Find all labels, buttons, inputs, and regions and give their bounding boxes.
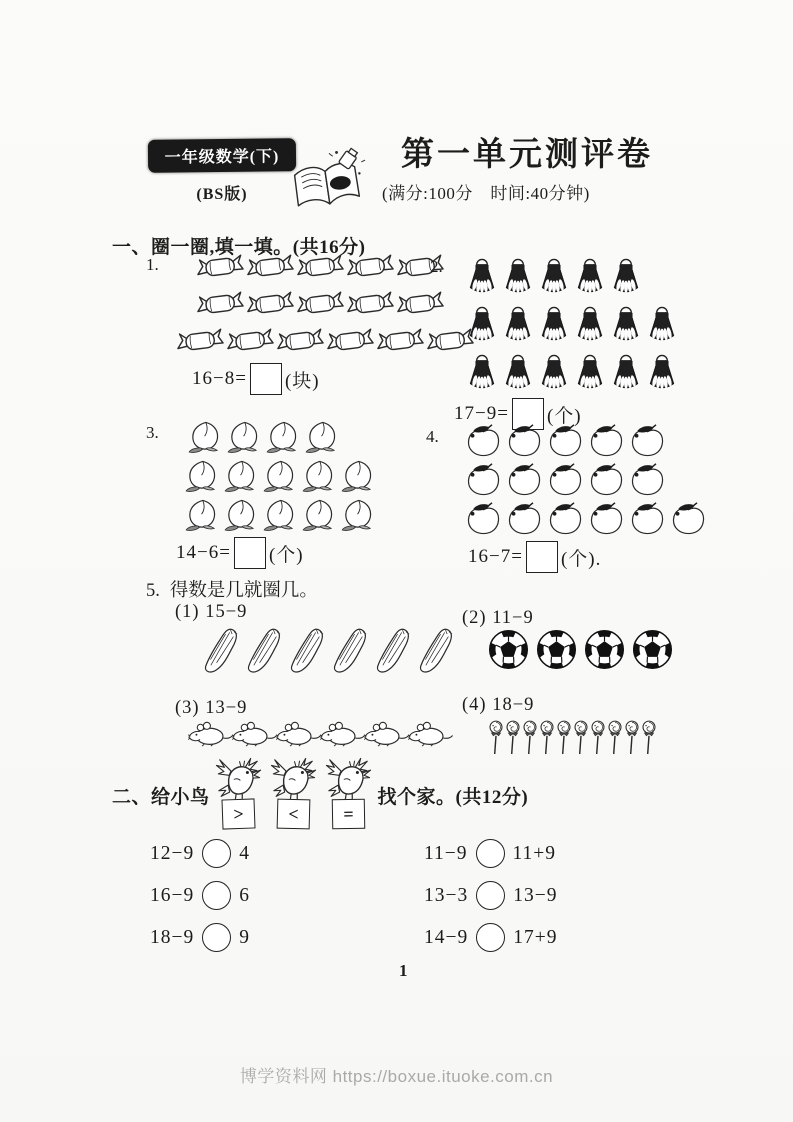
part-label: (1) 15−9 — [175, 602, 248, 622]
expression-right: 11+9 — [512, 842, 557, 864]
answer-circle[interactable] — [202, 839, 231, 868]
expression-right: 4 — [239, 842, 250, 864]
book-ink-icon — [287, 146, 367, 216]
answer-circle[interactable] — [202, 923, 231, 952]
bird-on-box — [215, 757, 263, 829]
lollipop-icon — [590, 713, 606, 763]
candy-icon — [196, 289, 245, 318]
comparison-symbol-box: < — [277, 799, 311, 830]
section-two-heading — [112, 757, 528, 829]
bird-symbol-group — [215, 757, 373, 829]
shuttle-icon — [504, 350, 532, 393]
peach-icon — [223, 498, 259, 532]
apple-row — [464, 424, 710, 458]
shuttle-icon — [504, 302, 532, 345]
shuttlecock-row — [468, 350, 684, 393]
shuttle-icon — [612, 302, 640, 345]
peach-icon — [262, 459, 298, 493]
equation-text: 16−8= — [192, 368, 247, 389]
mouse-icon — [320, 720, 365, 747]
apple-icon — [464, 463, 503, 497]
answer-circle[interactable] — [476, 923, 505, 952]
lollipop-icon — [488, 713, 504, 763]
expression-left: 18−9 — [150, 926, 195, 948]
candy-icon — [226, 326, 275, 355]
problem-number: 1. — [146, 255, 159, 274]
equation-text: 14−6= — [176, 542, 231, 563]
apple-icon — [587, 424, 626, 458]
shuttlecock-row — [468, 302, 684, 345]
expression-left: 14−9 — [424, 926, 469, 948]
shuttle-icon — [576, 350, 604, 393]
page-number: 1 — [399, 961, 408, 980]
expression-left: 13−3 — [424, 884, 469, 906]
expression-left: 11−9 — [424, 842, 468, 864]
problem-5-heading — [146, 576, 318, 602]
peach-icon — [301, 498, 337, 532]
answer-circle[interactable] — [476, 881, 505, 910]
candy-icon — [296, 252, 345, 281]
part-label: (2) 11−9 — [462, 608, 534, 628]
answer-circle[interactable] — [202, 881, 231, 910]
mouse-icon — [276, 720, 321, 747]
shuttle-icon — [468, 254, 496, 297]
comparison-row — [424, 881, 558, 910]
equation-text: 17−9= — [454, 403, 509, 424]
peach-row — [187, 420, 379, 454]
mouse-icon — [232, 720, 277, 747]
bird-on-box — [270, 757, 318, 829]
apple-row — [464, 463, 710, 497]
score-time-note: (满分:100分 时间:40分钟) — [382, 184, 590, 203]
peach-icon — [184, 498, 220, 532]
section-two-heading-prefix: 二、给小鸟 — [112, 787, 210, 808]
lollipop-icon — [624, 713, 640, 763]
shuttle-icon — [540, 254, 568, 297]
peach-icon — [340, 459, 376, 493]
peach-icon — [223, 459, 259, 493]
candy-icon — [196, 252, 245, 281]
comparison-row — [150, 839, 250, 868]
shuttle-icon — [468, 302, 496, 345]
peach-icon — [262, 498, 298, 532]
candy-icon — [246, 289, 295, 318]
lollipop-icon — [505, 713, 521, 763]
soccer-icon — [488, 629, 529, 670]
cabbage-icon — [416, 623, 457, 678]
shuttle-icon — [468, 350, 496, 393]
shuttle-icon — [648, 350, 676, 393]
bird-icon — [270, 757, 317, 802]
bird-icon — [325, 757, 372, 802]
candy-icon — [296, 289, 345, 318]
cabbage-row — [201, 623, 459, 678]
soccer-icon — [584, 629, 625, 670]
answer-circle[interactable] — [476, 839, 505, 868]
peach-icon — [304, 420, 340, 454]
peach-icon — [187, 420, 223, 454]
peach-icon — [340, 498, 376, 532]
soccer-icon — [536, 629, 577, 670]
comparison-row — [150, 923, 250, 952]
mouse-row — [188, 720, 452, 747]
shuttle-icon — [576, 254, 604, 297]
lollipop-icon — [539, 713, 555, 763]
comparison-row — [424, 839, 556, 868]
expression-right: 17+9 — [513, 926, 558, 948]
equation-unit: (个). — [560, 548, 602, 570]
peach-icon — [184, 459, 220, 493]
equation-unit: (个) — [546, 405, 582, 427]
equation — [176, 537, 379, 569]
apple-icon — [505, 502, 544, 536]
problem-number: 2. — [430, 257, 443, 276]
section-one-heading: 一、圈一圈,填一填。(共16分) — [112, 237, 366, 258]
part-label: (3) 13−9 — [175, 698, 248, 718]
mouse-icon — [408, 720, 453, 747]
apple-icon — [505, 424, 544, 458]
apple-icon — [628, 424, 667, 458]
equation — [468, 541, 710, 573]
apple-icon — [464, 502, 503, 536]
cabbage-icon — [330, 623, 371, 678]
soccer-icon — [632, 629, 673, 670]
mouse-icon — [364, 720, 409, 747]
shuttle-icon — [540, 302, 568, 345]
bird-on-box — [325, 757, 373, 829]
apple-icon — [505, 463, 544, 497]
answer-box[interactable] — [234, 537, 266, 569]
peach-row — [184, 498, 379, 532]
apple-icon — [587, 463, 626, 497]
equation-text: 16−7= — [468, 546, 523, 567]
shuttle-icon — [576, 302, 604, 345]
shuttle-icon — [612, 254, 640, 297]
apple-icon — [464, 424, 503, 458]
candy-icon — [176, 326, 225, 355]
mouse-icon — [188, 720, 233, 747]
shuttle-icon — [504, 254, 532, 297]
edition-badge: 一年级数学(下) — [148, 138, 296, 173]
expression-right: 6 — [239, 884, 250, 906]
apple-icon — [628, 463, 667, 497]
lollipop-icon — [522, 713, 538, 763]
peach-icon — [226, 420, 262, 454]
cabbage-icon — [201, 623, 242, 678]
candy-icon — [346, 252, 395, 281]
peach-row — [184, 459, 379, 493]
problem-number: 5. — [146, 581, 160, 601]
candy-icon — [246, 252, 295, 281]
candy-icon — [326, 326, 375, 355]
problem-4 — [426, 424, 710, 573]
problem-number: 4. — [426, 427, 439, 446]
comparison-symbol-box: > — [222, 798, 256, 829]
soccer-ball-row — [488, 629, 680, 670]
candy-icon — [276, 326, 325, 355]
equation-unit: (块) — [284, 370, 320, 392]
cabbage-icon — [373, 623, 414, 678]
shuttle-icon — [612, 350, 640, 393]
apple-row — [464, 502, 710, 536]
lollipop-icon — [556, 713, 572, 763]
apple-icon — [628, 502, 667, 536]
shuttle-icon — [648, 302, 676, 345]
expression-left: 12−9 — [150, 842, 195, 864]
comparison-row — [150, 881, 250, 910]
shuttle-icon — [540, 350, 568, 393]
lollipop-icon — [573, 713, 589, 763]
peach-icon — [301, 459, 337, 493]
cabbage-icon — [287, 623, 328, 678]
comparison-symbol-box: = — [332, 799, 366, 830]
shuttlecock-row — [468, 254, 684, 297]
edition-note: (BS版) — [196, 186, 248, 203]
apple-icon — [546, 424, 585, 458]
problem-1 — [146, 252, 476, 395]
problem-5-instruction: 得数是几就圈几。 — [169, 581, 318, 601]
section-two-heading-suffix: 找个家。(共12分) — [377, 787, 529, 808]
apple-icon — [587, 502, 626, 536]
expression-right: 9 — [239, 926, 250, 948]
apple-icon — [546, 502, 585, 536]
problem-2 — [430, 254, 684, 430]
candy-icon — [376, 326, 425, 355]
bird-icon — [215, 757, 262, 802]
cabbage-icon — [244, 623, 285, 678]
part-label: (4) 18−9 — [462, 695, 535, 715]
problem-3 — [146, 420, 379, 569]
lollipop-row — [488, 713, 658, 763]
lollipop-icon — [607, 713, 623, 763]
problem-number: 3. — [146, 423, 159, 442]
page-title: 第一单元测评卷 — [401, 137, 653, 173]
answer-box[interactable] — [250, 363, 282, 395]
expression-right: 13−9 — [513, 884, 558, 906]
expression-left: 16−9 — [150, 884, 195, 906]
comparison-row — [424, 923, 558, 952]
answer-box[interactable] — [526, 541, 558, 573]
apple-icon — [669, 502, 708, 536]
apple-icon — [546, 463, 585, 497]
watermark-footer: 博学资料网 https://boxue.ituoke.com.cn — [239, 1067, 554, 1086]
candy-icon — [346, 289, 395, 318]
lollipop-icon — [641, 713, 657, 763]
equation-unit: (个) — [268, 544, 304, 566]
peach-icon — [265, 420, 301, 454]
